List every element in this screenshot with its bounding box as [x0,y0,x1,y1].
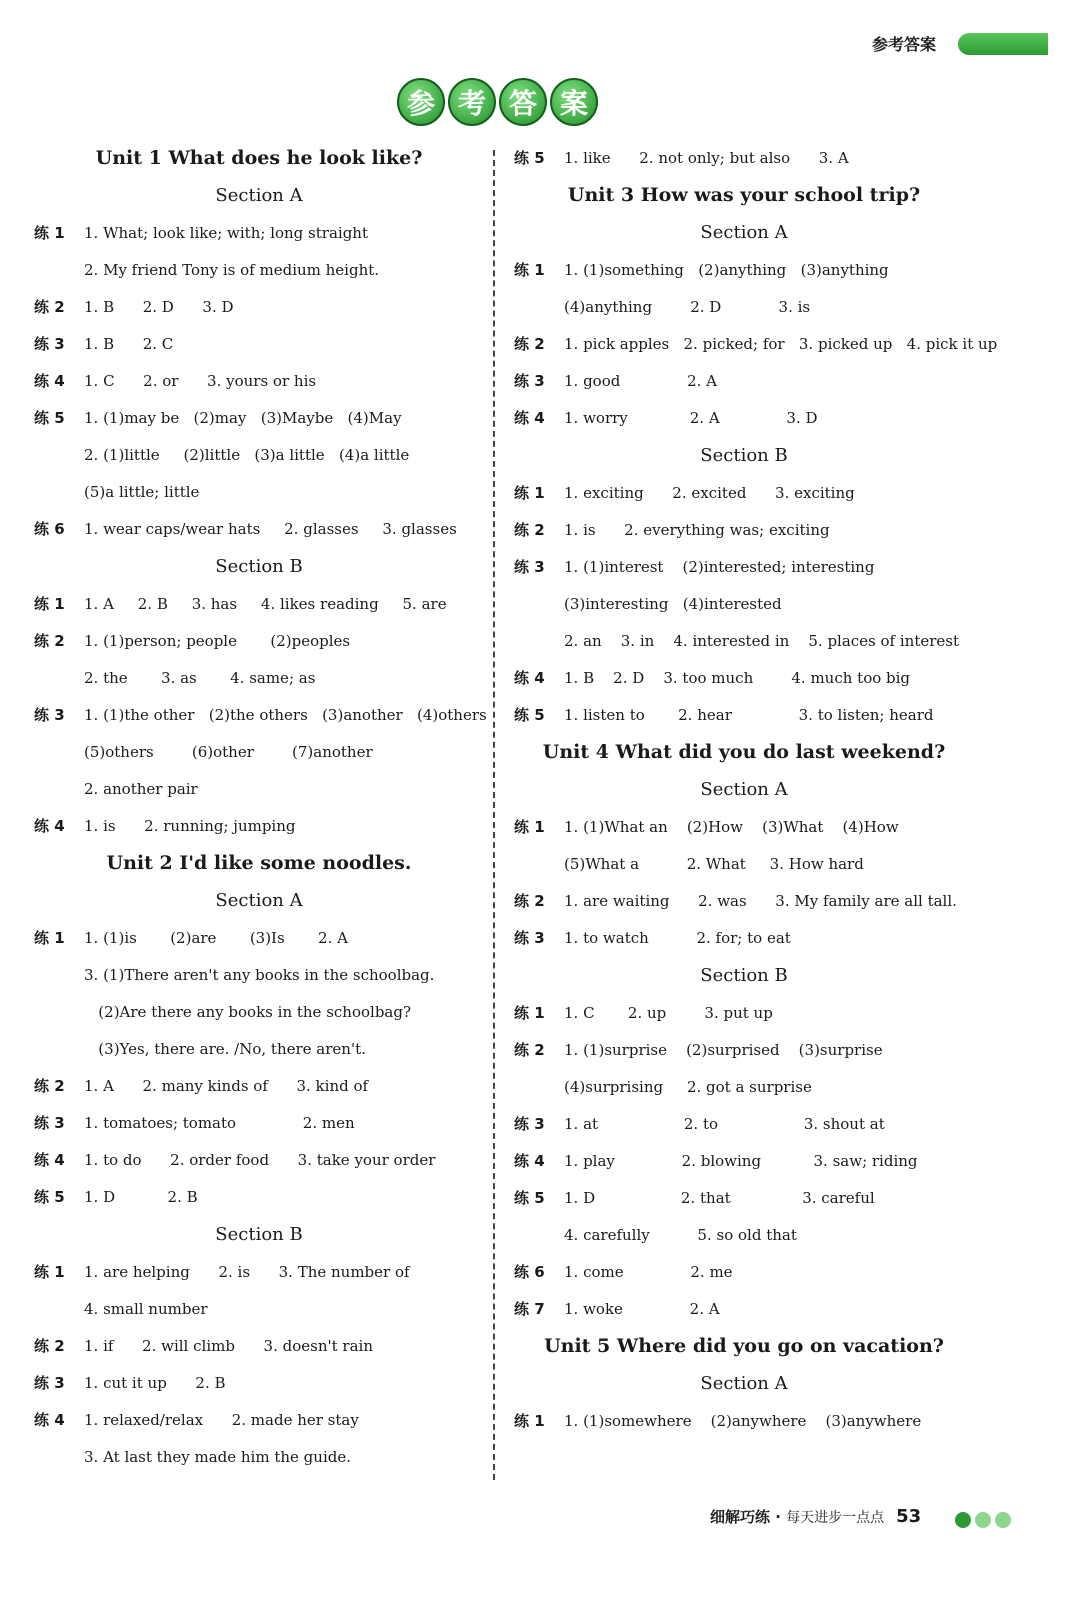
exercise-label: 练 1 [34,929,65,947]
answer-line [34,326,484,363]
answer-text: 2. (1)little (2)little (3)a little (4)a little [84,446,410,464]
exercise-label: 练 3 [34,1374,65,1392]
exercise-label: 练 2 [514,521,545,539]
answer-line [34,400,484,437]
exercise-label: 练 2 [514,335,545,353]
answer-line [514,1143,974,1180]
section-heading: Section A [215,185,303,206]
answer-text: 1. tomatoes; tomato 2. men [84,1114,355,1132]
answer-line [514,660,974,697]
left-column [34,140,487,1476]
answer-text: 1. C 2. or 3. yours or his [84,372,317,390]
unit-heading: Unit 4 What did you do last weekend? [542,741,946,763]
answer-line [34,437,484,474]
answer-text: 4. carefully 5. so old that [564,1226,797,1244]
answer-line [514,846,974,883]
answer-line [34,1365,484,1402]
answer-line [34,1031,484,1068]
exercise-label: 练 1 [514,1412,545,1430]
answer-line [514,995,974,1032]
answer-line [514,1217,974,1254]
answer-line [34,1402,484,1439]
answer-text: 1. C 2. up 3. put up [564,1004,773,1022]
exercise-label: 练 1 [514,1004,545,1022]
answer-text: 1. (1)may be (2)may (3)Maybe (4)May [84,409,402,427]
answer-line [514,289,974,326]
answer-line [514,140,974,177]
title-char: 参 [397,78,445,126]
answer-text: 1. (1)interest (2)interested; interesting [564,558,875,576]
exercise-label: 练 4 [34,1411,65,1429]
exercise-label: 练 2 [34,298,65,316]
exercise-label: 练 2 [34,1337,65,1355]
answer-text: (5)a little; little [84,483,200,501]
answer-text: 1. like 2. not only; but also 3. A [564,149,849,167]
answer-text: 2. an 3. in 4. interested in 5. places of interest [564,632,960,650]
answer-line [34,697,487,734]
exercise-label: 练 3 [34,706,65,724]
section-heading: Section A [700,1373,788,1394]
section-heading: Section A [700,222,788,243]
column-divider [493,150,495,1480]
answer-line [34,586,484,623]
answer-line [514,883,974,920]
section-heading: Section B [215,556,303,577]
exercise-label: 练 2 [34,632,65,650]
exercise-label: 练 4 [34,372,65,390]
answer-line [34,289,484,326]
answer-text: 1. is 2. running; jumping [84,817,296,835]
exercise-label: 练 3 [34,1114,65,1132]
answer-line [34,1105,484,1142]
answer-text: 3. (1)There aren't any books in the schoolbag. [84,966,435,984]
answer-line [514,1291,974,1328]
answer-text: 1. at 2. to 3. shout at [564,1115,885,1133]
answer-text: (2)Are there any books in the schoolbag? [84,1003,412,1021]
answer-line [514,1180,974,1217]
answer-text: (5)What a 2. What 3. How hard [564,855,864,873]
answer-line [34,1068,484,1105]
answer-text: (3)interesting (4)interested [564,595,782,613]
exercise-label: 练 4 [514,409,545,427]
answer-line [514,512,974,549]
exercise-label: 练 5 [34,409,65,427]
answer-line [514,623,974,660]
answer-line [514,1069,974,1106]
answer-text: 1. (1)surprise (2)surprised (3)surprise [564,1041,883,1059]
answer-text: 1. exciting 2. excited 3. exciting [564,484,855,502]
answer-text: 1. cut it up 2. B [84,1374,226,1392]
unit-heading: Unit 1 What does he look like? [95,147,423,169]
answer-text: (5)others (6)other (7)another [84,743,373,761]
exercise-label: 练 3 [34,335,65,353]
exercise-label: 练 1 [514,484,545,502]
answer-line [514,252,974,289]
answer-line [514,809,974,846]
exercise-label: 练 5 [34,1188,65,1206]
answer-text: 1. are helping 2. is 3. The number of [84,1263,410,1281]
answer-text: 1. worry 2. A 3. D [564,409,818,427]
exercise-label: 练 4 [34,1151,65,1169]
answer-line [514,549,974,586]
page-number: 53 [896,1506,922,1527]
answer-text: 4. small number [84,1300,208,1318]
title-char: 案 [550,78,598,126]
answer-text: 1. to do 2. order food 3. take your order [84,1151,436,1169]
answer-text: 1. A 2. B 3. has 4. likes reading 5. are [84,595,447,613]
unit-heading: Unit 5 Where did you go on vacation? [544,1335,944,1357]
answer-text: (4)surprising 2. got a surprise [564,1078,812,1096]
exercise-label: 练 1 [34,595,65,613]
answer-line [34,994,484,1031]
answer-text: 1. (1)is (2)are (3)Is 2. A [84,929,348,947]
answer-text: 1. is 2. everything was; exciting [564,521,830,539]
answer-text: 1. listen to 2. hear 3. to listen; heard [564,706,934,724]
answer-text: 1. (1)person; people (2)peoples [84,632,351,650]
answer-line [34,1142,484,1179]
answer-text: 2. the 3. as 4. same; as [84,669,316,687]
answer-text: 2. My friend Tony is of medium height. [84,261,380,279]
exercise-label: 练 5 [514,1189,545,1207]
exercise-label: 练 6 [514,1263,545,1281]
answer-text: 1. D 2. that 3. careful [564,1189,875,1207]
answer-line [34,771,484,808]
answer-line [34,808,484,845]
section-heading: Section B [700,965,788,986]
title-char: 答 [499,78,547,126]
header-label: 参考答案 [872,35,937,54]
exercise-label: 练 5 [514,706,545,724]
exercise-label: 练 2 [514,1041,545,1059]
footer [710,1506,921,1527]
answer-line [34,215,484,252]
answer-line [34,920,484,957]
exercise-label: 练 1 [514,818,545,836]
answer-text: 1. B 2. D 3. too much 4. much too big [564,669,911,687]
answer-text: 1. woke 2. A [564,1300,720,1318]
answer-text: 1. to watch 2. for; to eat [564,929,791,947]
answer-line [514,475,974,512]
answer-text: 1. (1)the other (2)the others (3)another (4)others [84,706,487,724]
exercise-label: 练 3 [514,929,545,947]
exercise-label: 练 3 [514,558,545,576]
footer-dots [955,1512,1011,1528]
answer-text: 1. (1)somewhere (2)anywhere (3)anywhere [564,1412,922,1430]
answer-line [514,586,974,623]
answer-text: 1. (1)What an (2)How (3)What (4)How [564,818,899,836]
answer-text: (4)anything 2. D 3. is [564,298,811,316]
answer-text: 1. come 2. me [564,1263,733,1281]
answer-line [514,920,974,957]
header-bar [958,33,1048,55]
answer-line [514,1106,974,1143]
exercise-label: 练 1 [514,261,545,279]
answer-text: 1. are waiting 2. was 3. My family are all tall. [564,892,957,910]
answer-text: 1. A 2. many kinds of 3. kind of [84,1077,369,1095]
answer-text: 1. pick apples 2. picked; for 3. picked up 4. pick it up [564,335,998,353]
exercise-label: 练 2 [514,892,545,910]
answer-line [34,1439,484,1476]
footer-slogan: 每天进步一点点 [786,1510,885,1526]
answer-text: 1. (1)something (2)anything (3)anything [564,261,889,279]
exercise-label: 练 1 [34,1263,65,1281]
answer-text: 1. D 2. B [84,1188,198,1206]
answer-line [34,474,484,511]
exercise-label: 练 4 [514,1152,545,1170]
answer-line [34,623,484,660]
answer-text: 1. relaxed/relax 2. made her stay [84,1411,359,1429]
exercise-label: 练 5 [514,149,545,167]
answer-text: 1. good 2. A [564,372,718,390]
answer-line [514,1254,974,1291]
answer-text: 2. another pair [84,780,198,798]
answer-text: 1. B 2. D 3. D [84,298,234,316]
answer-line [514,1403,974,1440]
answer-line [34,660,484,697]
answer-line [34,1291,484,1328]
section-heading: Section B [215,1224,303,1245]
answer-line [34,511,484,548]
exercise-label: 练 7 [514,1300,545,1318]
answer-line [34,1254,484,1291]
answer-text: 3. At last they made him the guide. [84,1448,351,1466]
exercise-label: 练 4 [514,669,545,687]
answer-line [514,363,974,400]
section-heading: Section A [700,779,788,800]
answer-line [34,957,484,994]
answer-text: 1. wear caps/wear hats 2. glasses 3. glasses [84,520,457,538]
section-heading: Section A [215,890,303,911]
answer-text: 1. if 2. will climb 3. doesn't rain [84,1337,373,1355]
answer-line [514,1032,974,1069]
answer-line [34,734,484,771]
answer-line [514,697,974,734]
unit-heading: Unit 2 I'd like some noodles. [106,852,412,874]
answer-line [34,363,484,400]
answer-line [34,1328,484,1365]
title-char: 考 [448,78,496,126]
answer-line [34,252,484,289]
answer-line [34,1179,484,1216]
unit-heading: Unit 3 How was your school trip? [567,184,921,206]
answer-line [514,326,998,363]
page-title [397,78,607,128]
footer-brand: 细解巧练 · [710,1508,787,1526]
section-heading: Section B [700,445,788,466]
exercise-label: 练 3 [514,1115,545,1133]
answer-text: 1. play 2. blowing 3. saw; riding [564,1152,918,1170]
exercise-label: 练 6 [34,520,65,538]
answer-text: (3)Yes, there are. /No, there aren't. [84,1040,366,1058]
answer-text: 1. What; look like; with; long straight [84,224,368,242]
answer-line [514,400,974,437]
exercise-label: 练 4 [34,817,65,835]
right-column [514,140,998,1440]
exercise-label: 练 3 [514,372,545,390]
exercise-label: 练 2 [34,1077,65,1095]
answer-text: 1. B 2. C [84,335,174,353]
exercise-label: 练 1 [34,224,65,242]
